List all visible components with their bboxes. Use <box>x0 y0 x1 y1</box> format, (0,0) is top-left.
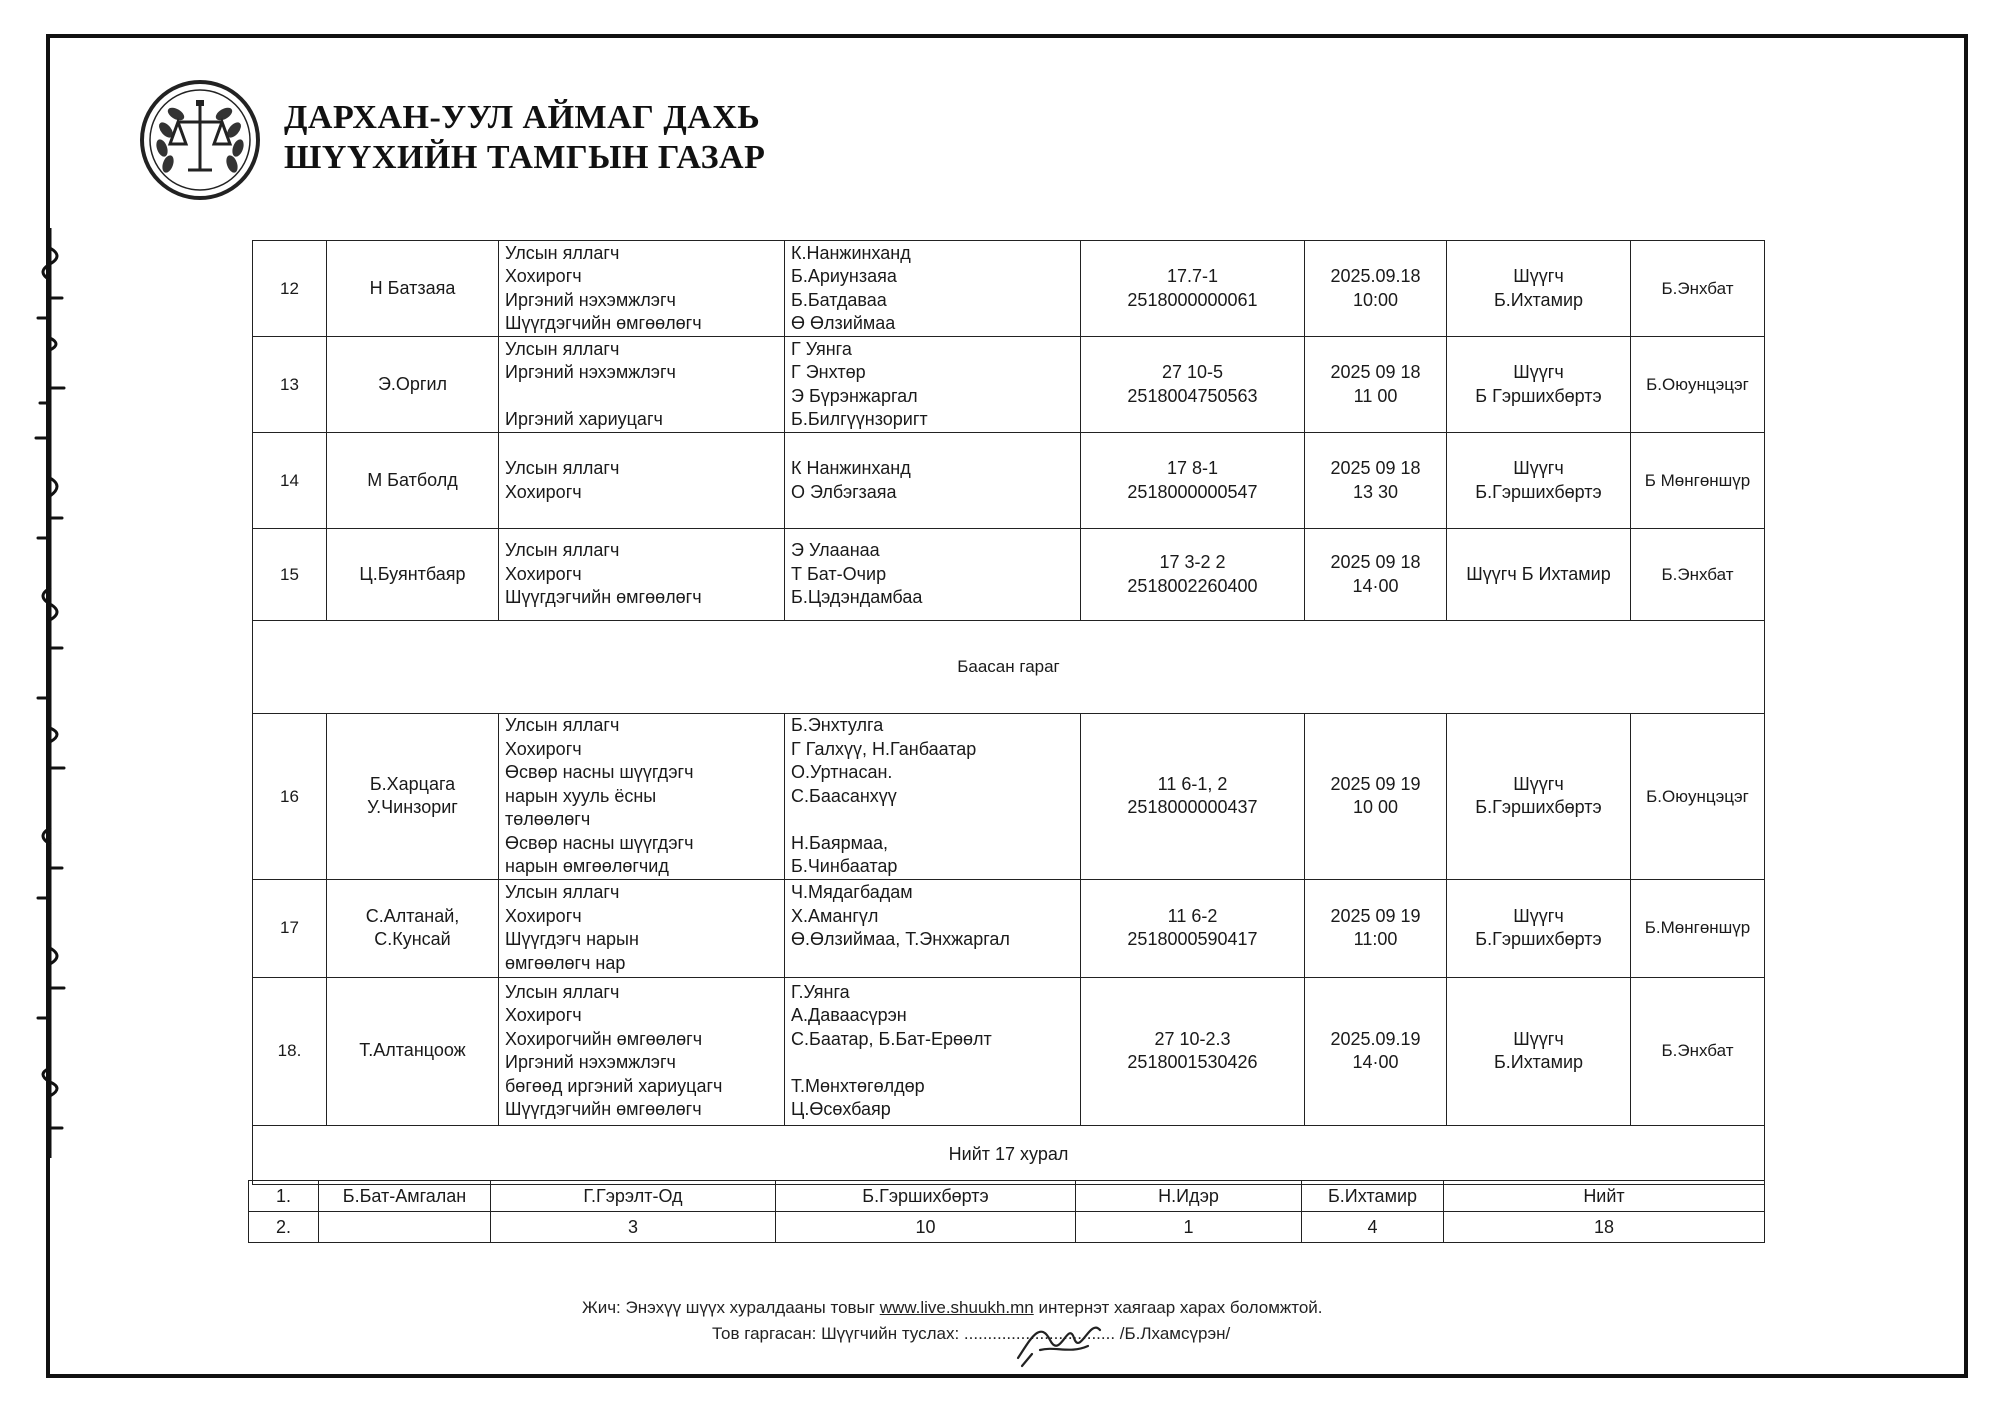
participant-names <box>785 714 1081 880</box>
cell-line: Э Улаанаа <box>791 540 880 561</box>
cell-line: Б.Билгүүнзоригт <box>791 409 928 429</box>
cell-line: Б.Гэршихбөртэ <box>1475 481 1602 502</box>
cell-line: Улсын яллагч <box>505 715 620 735</box>
cell-line: өмгөөлөгч нар <box>505 952 626 973</box>
summary-cell: 2. <box>249 1212 319 1243</box>
hearing-date: 2025.09.18 <box>1330 266 1421 286</box>
cell-line: Шүүгч <box>1513 266 1564 286</box>
defendant-name <box>327 529 499 621</box>
cell-line: Б.Ариунзаяа <box>791 266 897 286</box>
cell-line: Ц.Буянтбаяр <box>359 563 466 584</box>
cell-line: Н.Баярмаа, <box>791 832 888 853</box>
cell-line: Б.Гэршихбөртэ <box>1475 797 1602 818</box>
cell-line: Т.Мөнхтөгөлдөр <box>791 1075 925 1096</box>
summary-cell: Н.Идэр <box>1076 1181 1302 1212</box>
summary-cell: Г.Гэрэлт-Од <box>491 1181 776 1212</box>
cell-line: Г.Уянга <box>791 981 850 1002</box>
participant-names <box>785 433 1081 529</box>
cell-line: Б.Гэршихбөртэ <box>1475 929 1602 949</box>
hearing-time: 14·00 <box>1352 575 1399 596</box>
case-number: 17 <box>253 879 327 977</box>
title-line-1: ДАРХАН-УУЛ АЙМАГ ДАХЬ <box>284 99 761 136</box>
cell-line: Хохирогч <box>505 738 582 759</box>
cell-line: Өсвөр насны шүүгдэгч <box>505 832 694 853</box>
case-id: 2518000000437 <box>1127 797 1258 818</box>
article-and-case-id <box>1081 241 1305 337</box>
summary-cell: Б.Бат-Амгалан <box>319 1181 491 1212</box>
participant-roles <box>499 529 785 621</box>
case-number: 13 <box>253 337 327 433</box>
cell-line: Улсын яллагч <box>505 540 620 561</box>
cell-line: Э.Оргил <box>377 373 448 394</box>
criminal-code-article: 27 10-5 <box>1161 362 1224 382</box>
cell-line <box>505 385 778 409</box>
hearing-datetime <box>1305 241 1447 337</box>
cell-line: Х.Амангүл <box>791 905 879 926</box>
case-number: 12 <box>253 241 327 337</box>
judge-summary-table <box>248 1180 1765 1243</box>
presiding-judge <box>1447 879 1631 977</box>
court-clerk: Б.Энхбат <box>1631 977 1765 1125</box>
court-clerk: Б.Оюунцэцэг <box>1631 337 1765 433</box>
cell-line: нарын хууль ёсны <box>505 785 657 806</box>
cell-line: Өсвөр насны шүүгдэгч <box>505 762 694 782</box>
cell-line: М Батболд <box>367 469 458 490</box>
day-label: Баасан гараг <box>253 621 1765 714</box>
case-number: 16 <box>253 714 327 880</box>
cell-line: Хохирогч <box>505 1005 582 1025</box>
hearing-date: 2025 09 18 <box>1330 362 1421 382</box>
case-row <box>253 337 1765 433</box>
cell-line: төлөөлөгч <box>505 809 591 829</box>
hearing-datetime <box>1305 879 1447 977</box>
cell-line: С.Баатар, Б.Бат-Ерөөлт <box>791 1028 992 1049</box>
case-row <box>253 879 1765 977</box>
case-row <box>253 714 1765 880</box>
case-id: 2518000000547 <box>1127 481 1258 502</box>
summary-cell: Нийт <box>1444 1181 1765 1212</box>
summary-header-row <box>249 1181 1765 1212</box>
participant-names <box>785 241 1081 337</box>
cell-line: Хохирогч <box>505 905 582 926</box>
cell-line: Иргэний нэхэмжлэгч <box>505 289 676 310</box>
cell-line: Ө Өлзиймаа <box>791 313 896 333</box>
hearing-time: 10:00 <box>1352 289 1399 310</box>
participant-roles <box>499 337 785 433</box>
participant-roles <box>499 977 785 1125</box>
note-prefix: Жич: Энэхүү шүүх хуралдааны товыг <box>582 1298 875 1317</box>
court-clerk: Б.Оюунцэцэг <box>1631 714 1765 880</box>
cell-line: Б.Цэдэндамбаа <box>791 587 923 608</box>
live-shuukh-link[interactable]: www.live.shuukh.mn <box>879 1298 1034 1317</box>
handwritten-signature <box>1010 1310 1120 1370</box>
cell-line: А.Даваасүрэн <box>791 1005 907 1025</box>
cell-line: К Нанжинханд <box>791 458 911 478</box>
case-id: 2518000000061 <box>1127 289 1258 310</box>
cell-line: Хохирогч <box>505 266 582 286</box>
cell-line: С.Кунсай <box>374 929 451 949</box>
participant-names <box>785 879 1081 977</box>
summary-cell: 10 <box>776 1212 1076 1243</box>
cell-line: Шүүгдэгчийн өмгөөлөгч <box>505 1099 702 1119</box>
criminal-code-article: 11 6-1, 2 <box>1157 773 1228 794</box>
cell-line: Шүүгч <box>1513 458 1564 478</box>
cell-line: Улсын яллагч <box>505 242 620 263</box>
criminal-code-article: 17 3-2 2 <box>1159 552 1226 572</box>
criminal-code-article: 27 10-2.3 <box>1154 1028 1231 1049</box>
article-and-case-id <box>1081 529 1305 621</box>
presiding-judge <box>1447 977 1631 1125</box>
cell-line: бөгөөд иргэний хариуцагч <box>505 1075 723 1096</box>
cell-line: Ө.Өлзиймаа, Т.Энхжаргал <box>791 929 1010 949</box>
cell-line: Иргэний хариуцагч <box>505 409 663 429</box>
hearing-datetime <box>1305 337 1447 433</box>
cell-line: Шүүгч Б Ихтамир <box>1466 563 1611 584</box>
hearing-time: 11 00 <box>1353 385 1398 406</box>
summary-cell: Б.Ихтамир <box>1302 1181 1444 1212</box>
cell-line: К.Нанжинханд <box>791 242 911 263</box>
cell-line: Шүүгч <box>1513 362 1564 382</box>
court-clerk: Б.Мөнгөншүр <box>1631 879 1765 977</box>
day-separator-row <box>253 621 1765 714</box>
cell-line <box>791 1051 1074 1075</box>
defendant-name <box>327 977 499 1125</box>
presiding-judge <box>1447 433 1631 529</box>
cell-line: Б.Ихтамир <box>1493 289 1584 310</box>
note-suffix: интернэт хаягаар харах боломжтой. <box>1038 1298 1323 1317</box>
participant-roles <box>499 879 785 977</box>
participant-names <box>785 337 1081 433</box>
footer-note <box>582 1298 1323 1318</box>
cell-line: Шүүгдэгч нарын <box>505 929 639 949</box>
hearing-time: 10 00 <box>1352 797 1399 818</box>
cell-line: нарын өмгөөлөгчид <box>505 856 669 876</box>
cell-line: Иргэний нэхэмжлэгч <box>505 362 676 382</box>
criminal-code-article: 11 6-2 <box>1167 905 1218 926</box>
summary-count-row <box>249 1212 1765 1243</box>
case-row <box>253 977 1765 1125</box>
court-clerk: Б.Энхбат <box>1631 241 1765 337</box>
article-and-case-id <box>1081 433 1305 529</box>
cell-line: Шүүгч <box>1513 1028 1564 1049</box>
cell-line: Б.Энхтулга <box>791 715 884 735</box>
cell-line: Ц.Өсөхбаяр <box>791 1099 891 1119</box>
cell-line: Г Уянга <box>791 338 852 359</box>
hearing-datetime <box>1305 433 1447 529</box>
cell-line: Б Гэршихбөртэ <box>1475 385 1602 406</box>
defendant-name <box>327 714 499 880</box>
hearing-time: 14·00 <box>1352 1052 1399 1072</box>
summary-cell: 18 <box>1444 1212 1765 1243</box>
hearing-time: 13 30 <box>1352 481 1399 502</box>
cell-line: У.Чинзориг <box>367 797 458 818</box>
participant-names <box>785 977 1081 1125</box>
case-id: 2518004750563 <box>1127 385 1258 406</box>
cell-line: Шүүгдэгчийн өмгөөлөгч <box>505 587 702 608</box>
case-number: 18. <box>253 977 327 1125</box>
summary-cell <box>319 1212 491 1243</box>
cell-line: Т.Алтанцоож <box>359 1040 466 1061</box>
cell-line: Б.Чинбаатар <box>791 856 898 876</box>
hearing-date: 2025.09.19 <box>1330 1028 1421 1049</box>
cell-line: Э Бүрэнжаргал <box>791 385 918 406</box>
article-and-case-id <box>1081 879 1305 977</box>
cell-line: Улсын яллагч <box>505 882 620 902</box>
cell-line: Шүүгч <box>1513 773 1564 794</box>
cell-line: Хохирогчийн өмгөөлөгч <box>505 1028 703 1049</box>
hearing-datetime <box>1305 714 1447 880</box>
cell-line: Ч.Мядагбадам <box>791 882 913 902</box>
presiding-judge <box>1447 529 1631 621</box>
total-row <box>253 1125 1765 1184</box>
defendant-name <box>327 433 499 529</box>
criminal-code-article: 17.7-1 <box>1166 266 1219 286</box>
case-number: 14 <box>253 433 327 529</box>
cell-line: Б.Ихтамир <box>1493 1052 1584 1072</box>
cell-line: Б.Батдаваа <box>791 289 887 310</box>
cell-line: Н Батзаяа <box>369 277 456 298</box>
summary-cell: Б.Гэршихбөртэ <box>776 1181 1076 1212</box>
participant-roles <box>499 714 785 880</box>
presiding-judge <box>1447 241 1631 337</box>
case-id: 2518002260400 <box>1127 575 1258 596</box>
hearing-date: 2025 09 19 <box>1330 905 1421 926</box>
mongolian-script-line <box>28 228 72 1158</box>
article-and-case-id <box>1081 977 1305 1125</box>
case-id: 2518000590417 <box>1127 929 1258 949</box>
cell-line: С.Баасанхүү <box>791 785 897 806</box>
cell-line: Иргэний нэхэмжлэгч <box>505 1052 676 1072</box>
cell-line: Улсын яллагч <box>505 981 620 1002</box>
article-and-case-id <box>1081 714 1305 880</box>
article-and-case-id <box>1081 337 1305 433</box>
hearing-date: 2025 09 18 <box>1330 552 1421 572</box>
cell-line <box>791 808 1074 832</box>
defendant-name <box>327 241 499 337</box>
presiding-judge <box>1447 714 1631 880</box>
defendant-name <box>327 337 499 433</box>
summary-cell: 1 <box>1076 1212 1302 1243</box>
cell-line: Хохирогч <box>505 563 582 584</box>
cell-line <box>791 952 1074 976</box>
cell-line: О Элбэгзаяа <box>791 481 897 502</box>
criminal-code-article: 17 8-1 <box>1166 458 1219 478</box>
summary-cell: 4 <box>1302 1212 1444 1243</box>
cell-line: Б.Харцага <box>369 773 456 794</box>
cell-line: О.Уртнасан. <box>791 762 893 782</box>
cell-line: Г Энхтөр <box>791 362 866 382</box>
defendant-name <box>327 879 499 977</box>
hearing-datetime <box>1305 529 1447 621</box>
cell-line: Улсын яллагч <box>505 338 620 359</box>
cell-line: Шүүгдэгчийн өмгөөлөгч <box>505 313 702 333</box>
hearing-time: 11:00 <box>1353 929 1398 949</box>
participant-roles <box>499 433 785 529</box>
case-row <box>253 241 1765 337</box>
total-hearings-label: Нийт 17 хурал <box>253 1125 1765 1184</box>
hearing-datetime <box>1305 977 1447 1125</box>
cell-line: С.Алтанай, <box>365 905 460 926</box>
court-emblem-logo <box>138 78 262 202</box>
title-line-2: ШҮҮХИЙН ТАМГЫН ГАЗАР <box>284 139 766 176</box>
case-id: 2518001530426 <box>1127 1052 1258 1072</box>
hearing-schedule-table <box>252 240 1765 1185</box>
case-row <box>253 529 1765 621</box>
cell-line: Хохирогч <box>505 481 582 502</box>
presiding-judge <box>1447 337 1631 433</box>
hearing-date: 2025 09 18 <box>1330 458 1421 478</box>
participant-roles <box>499 241 785 337</box>
court-clerk: Б Мөнгөншүр <box>1631 433 1765 529</box>
hearing-date: 2025 09 19 <box>1330 773 1421 794</box>
cell-line: Г Галхүү, Н.Ганбаатар <box>791 738 977 759</box>
organization-title <box>284 98 765 178</box>
cell-line: Улсын яллагч <box>505 458 620 478</box>
cell-line: Шүүгч <box>1513 905 1564 926</box>
summary-cell: 3 <box>491 1212 776 1243</box>
court-clerk: Б.Энхбат <box>1631 529 1765 621</box>
cell-line: Т Бат-Очир <box>791 563 887 584</box>
summary-cell: 1. <box>249 1181 319 1212</box>
issued-by-line: Тов гаргасан: Шүүгчийн туслах: ................................ /Б.Лхамсүрэн/ <box>712 1324 1231 1343</box>
case-number: 15 <box>253 529 327 621</box>
participant-names <box>785 529 1081 621</box>
case-row <box>253 433 1765 529</box>
